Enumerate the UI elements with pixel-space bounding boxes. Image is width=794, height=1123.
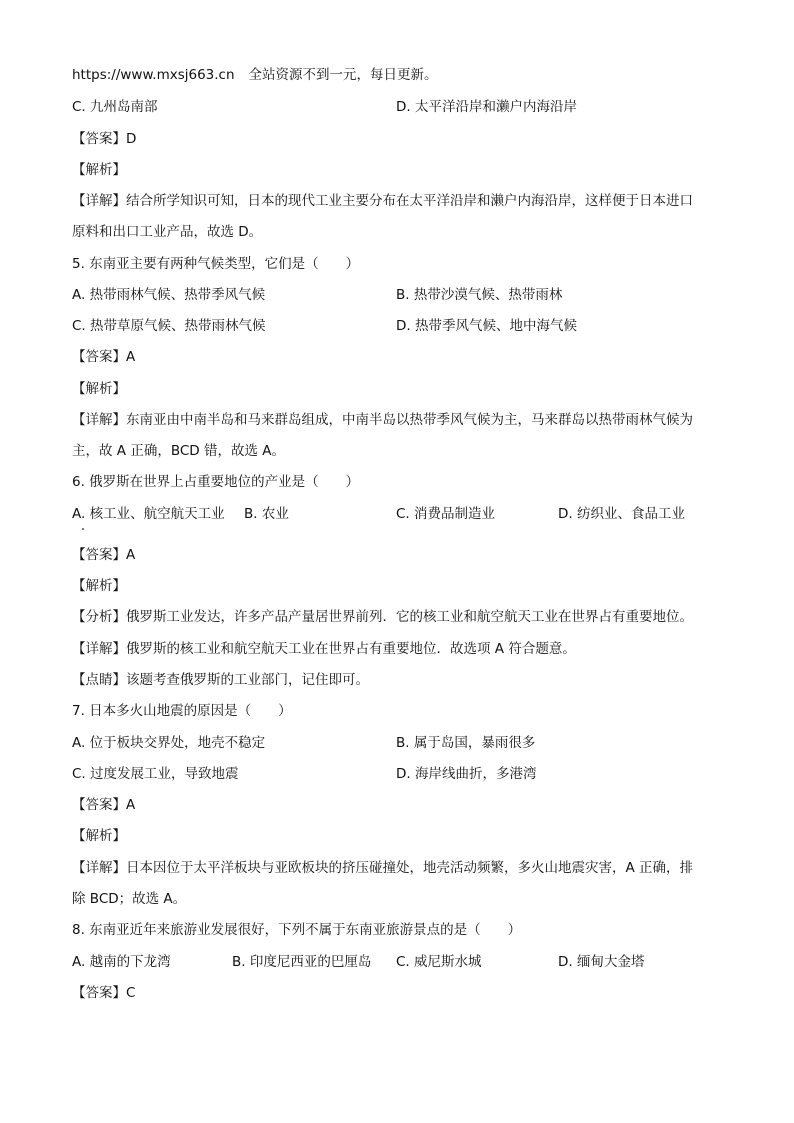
header-url: https://www.mxsj663.cn [72, 67, 235, 83]
q6-option-d: D. 纺织业、食品工业 [558, 506, 685, 522]
q4-detail-line-1: 【详解】结合所学知识可知，日本的现代工业主要分布在太平洋沿岸和濑户内海沿岸，这样便于日本进口 [72, 193, 693, 209]
q6-detail: 【详解】俄罗斯的核工业和航空航天工业在世界占有重要地位．故选项 A 符合题意。 [72, 641, 576, 657]
q4-option-d: D. 太平洋沿岸和濑户内海沿岸 [396, 99, 577, 115]
stray-mark [82, 528, 84, 530]
q7-option-b: B. 属于岛国，暴雨很多 [396, 735, 536, 751]
q7-option-a: A. 位于板块交界处，地壳不稳定 [72, 735, 266, 751]
q8-option-a: A. 越南的下龙湾 [72, 954, 171, 970]
q8-option-d: D. 缅甸大金塔 [558, 954, 645, 970]
q4-detail-line-2: 原料和出口工业产品，故选 D。 [72, 224, 263, 240]
q8-option-b: B. 印度尼西亚的巴厘岛 [232, 954, 372, 970]
header-note: 全站资源不到一元，每日更新。 [248, 67, 438, 83]
q8-option-c: C. 威尼斯水城 [396, 954, 482, 970]
q4-answer: 【答案】D [72, 131, 137, 147]
q7-answer: 【答案】A [72, 797, 136, 813]
q6-analysis-heading: 【解析】 [72, 578, 126, 594]
q5-answer: 【答案】A [72, 349, 136, 365]
q4-option-c: C. 九州岛南部 [72, 99, 158, 115]
q7-detail-line-2: 除 BCD；故选 A。 [72, 891, 187, 907]
q8-answer: 【答案】C [72, 985, 136, 1001]
q7-option-d: D. 海岸线曲折，多港湾 [396, 766, 537, 782]
q6-dianjing: 【点睛】该题考查俄罗斯的工业部门，记住即可。 [72, 672, 369, 688]
q7-analysis-heading: 【解析】 [72, 828, 126, 844]
q6-stem: 6. 俄罗斯在世界上占重要地位的产业是（ ） [72, 474, 360, 490]
q6-option-a: A. 核工业、航空航天工业 [72, 506, 225, 522]
q7-option-c: C. 过度发展工业，导致地震 [72, 766, 239, 782]
q5-analysis-heading: 【解析】 [72, 381, 126, 397]
q5-option-b: B. 热带沙漠气候、热带雨林 [396, 287, 563, 303]
q5-stem: 5. 东南亚主要有两种气候类型，它们是（ ） [72, 256, 360, 272]
q7-detail-line-1: 【详解】日本因位于太平洋板块与亚欧板块的挤压碰撞处，地壳活动频繁，多火山地震灾害，A 正确，排 [72, 860, 694, 876]
header-line [72, 66, 438, 84]
q5-detail-line-2: 主，故 A 正确，BCD 错，故选 A。 [72, 443, 285, 459]
q5-option-c: C. 热带草原气候、热带雨林气候 [72, 318, 266, 334]
q6-fenxi: 【分析】俄罗斯工业发达，许多产品产量居世界前列．它的核工业和航空航天工业在世界占有重要地位。 [72, 609, 693, 625]
q6-option-c: C. 消费品制造业 [396, 506, 496, 522]
q5-option-d: D. 热带季风气候、地中海气候 [396, 318, 577, 334]
q4-analysis-heading: 【解析】 [72, 162, 126, 178]
q7-stem: 7. 日本多火山地震的原因是（ ） [72, 703, 292, 719]
q6-option-b: B. 农业 [244, 506, 289, 522]
q8-stem: 8. 东南亚近年来旅游业发展很好，下列不属于东南亚旅游景点的是（ ） [72, 922, 522, 938]
q5-detail-line-1: 【详解】东南亚由中南半岛和马来群岛组成，中南半岛以热带季风气候为主，马来群岛以热带雨林气候为 [72, 412, 693, 428]
q6-answer: 【答案】A [72, 547, 136, 563]
q5-option-a: A. 热带雨林气候、热带季风气候 [72, 287, 266, 303]
